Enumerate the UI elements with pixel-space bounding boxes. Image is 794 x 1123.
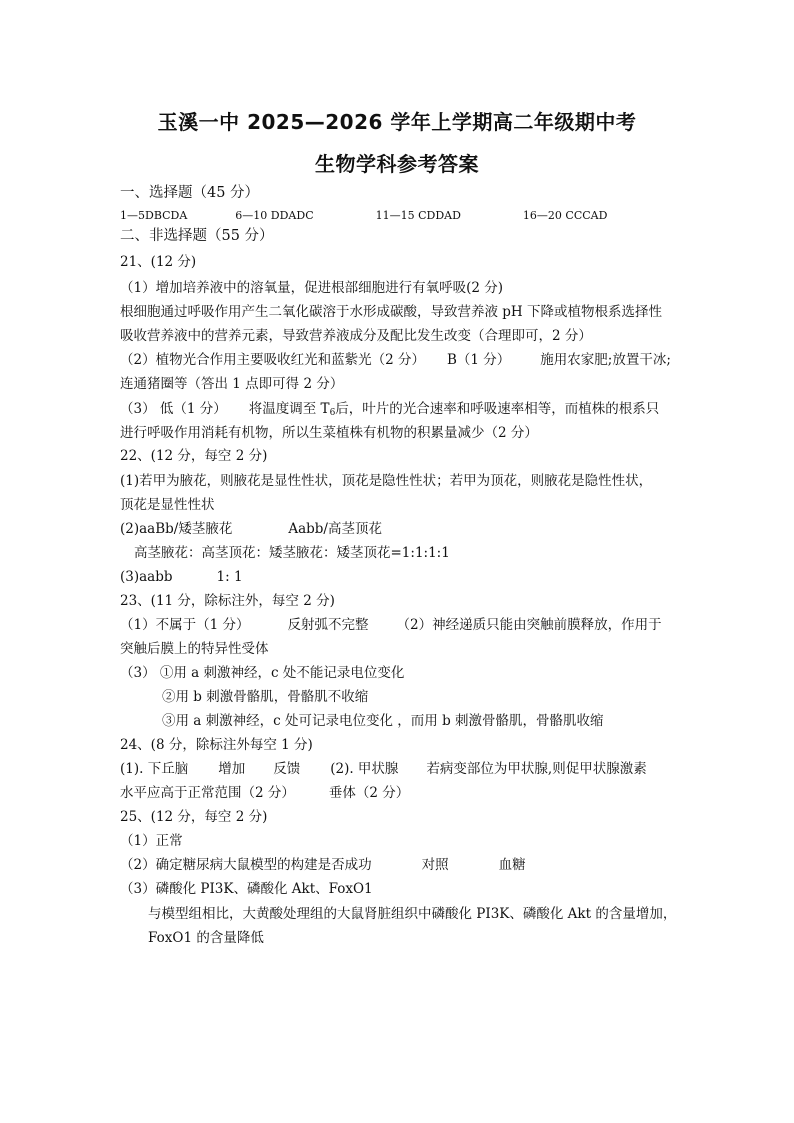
- q21-part3-text-cont: 后，叶片的光合速率和呼吸速率相等，而植株的根系只: [335, 401, 660, 417]
- q21-part3-text: 将温度调至 T: [248, 401, 330, 417]
- q25-part2: [120, 856, 526, 874]
- section-choice-heading: 一、选择题（45 分）: [120, 185, 260, 201]
- q24-answer-increase: 增加: [218, 761, 246, 777]
- q24-answers-line2: [120, 784, 409, 802]
- q24-answer-thyroid: (2). 甲状腺: [330, 761, 399, 777]
- q21-part2-measures: 施用农家肥;放置干冰;: [540, 352, 671, 368]
- document-subtitle: 生物学科参考答案: [315, 152, 479, 176]
- q22-part2-answer-b: Aabb/高茎顶花: [288, 521, 382, 537]
- q25-part3: （3）磷酸化 PI3K、磷酸化 Akt、FoxO1: [120, 881, 373, 897]
- q23-part2-line2: 突触后膜上的特异性受体: [120, 641, 269, 657]
- q23-part2-answer: （2）神经递质只能由突触前膜释放，作用于: [396, 617, 662, 633]
- q22-part3-genotype: (3)aabb: [120, 569, 173, 585]
- q21-part2-choice: B（1 分）: [446, 352, 511, 368]
- choice-answers-6-10: 6—10 DDADC: [235, 209, 314, 222]
- q21-part3-subscript: 6: [329, 408, 336, 418]
- q23-part3-step3: ③用 a 刺激神经，c 处可记录电位变化 ，而用 b 刺激骨骼肌，骨骼肌收缩: [162, 713, 604, 729]
- q22-part1-line2: 顶花是显性性状: [120, 497, 215, 513]
- q25-header: 25、(12 分，每空 2 分): [120, 809, 268, 825]
- q25-part3-conclusion-line1: 与模型组相比，大黄酸处理组的大鼠肾脏组织中磷酸化 PI3K、磷酸化 Akt 的含量增加，: [148, 906, 677, 922]
- q23-part3-step2: ②用 b 刺激骨骼肌，骨骼肌不收缩: [162, 689, 369, 705]
- document-title: 玉溪一中 2025—2026 学年上学期高二年级期中考: [157, 110, 637, 134]
- q21-part3-line1: [120, 400, 659, 422]
- q23-part1-line1: [120, 616, 662, 634]
- q21-header: 21、(12 分): [120, 254, 197, 270]
- q21-part3-line2: 进行呼吸作用消耗有机物，所以生菜植株有机物的积累量减少（2 分）: [120, 425, 538, 441]
- q25-part2-blood-sugar: 血糖: [498, 857, 526, 873]
- q23-part3-step1: （3） ①用 a 刺激神经，c 处不能记录电位变化: [120, 665, 405, 681]
- q24-answer-reason: 若病变部位为甲状腺,则促甲状腺激素: [426, 761, 647, 777]
- q21-part2-line1: [120, 351, 671, 369]
- q25-part3-conclusion-line2: FoxO1 的含量降低: [148, 930, 264, 946]
- q24-answer-hypothalamus: (1). 下丘脑: [120, 761, 189, 777]
- q21-part1-reason-line2: 吸收营养液中的营养元素，导致营养液成分及配比发生改变（合理即可，2 分）: [120, 328, 592, 344]
- q24-answers-line1: [120, 760, 647, 778]
- choice-answers-1-5: 1—5DBCDA: [120, 209, 188, 222]
- q22-header: 22、(12 分，每空 2 分): [120, 448, 268, 464]
- q21-part2-answer: （2）植物光合作用主要吸收红光和蓝紫光（2 分）: [120, 352, 425, 368]
- q22-part2-answer-a: (2)aaBb/矮茎腋花: [120, 521, 233, 537]
- q24-header: 24、(8 分，除标注外每空 1 分): [120, 737, 313, 753]
- q22-part3: [120, 568, 243, 586]
- q23-header: 23、(11 分，除标注外，每空 2 分): [120, 593, 335, 609]
- q23-part1-reason: 反射弧不完整: [287, 617, 369, 633]
- q22-part3-ratio: 1: 1: [216, 569, 243, 585]
- q21-part2-line2: 连通猪圈等（答出 1 点即可得 2 分）: [120, 376, 344, 392]
- q24-answer-reason-cont: 水平应高于正常范围（2 分）: [120, 785, 295, 801]
- q21-part1-reason-line1: 根细胞通过呼吸作用产生二氧化碳溶于水形成碳酸，导致营养液 pH 下降或植物根系选择性: [120, 304, 662, 320]
- choice-answers: [120, 207, 607, 225]
- choice-answers-16-20: 16—20 CCCAD: [522, 209, 608, 222]
- q25-part2-control: 对照: [421, 857, 449, 873]
- q24-answer-feedback: 反馈: [273, 761, 301, 777]
- q22-part1-line1: (1)若甲为腋花，则腋花是显性性状，顶花是隐性性状；若甲为顶花，则腋花是隐性性状，: [120, 473, 653, 489]
- q22-part2-ratio: 高茎腋花：高茎顶花：矮茎腋花：矮茎顶花=1:1:1:1: [134, 545, 450, 561]
- q25-part2-purpose: （2）确定糖尿病大鼠模型的构建是否成功: [120, 857, 372, 873]
- q24-answer-pituitary: 垂体（2 分）: [328, 785, 410, 801]
- section-nonchoice-heading: 二、非选择题（55 分）: [120, 228, 274, 244]
- q23-part1-answer: （1）不属于（1 分）: [120, 617, 250, 633]
- q25-part1: （1）正常: [120, 833, 183, 849]
- q21-part1: （1）增加培养液中的溶氧量，促进根部细胞进行有氧呼吸(2 分): [120, 280, 504, 296]
- q21-part3-answer: （3） 低（1 分）: [120, 401, 227, 417]
- choice-answers-11-15: 11—15 CDDAD: [375, 209, 461, 222]
- q22-part2-line1: [120, 520, 382, 538]
